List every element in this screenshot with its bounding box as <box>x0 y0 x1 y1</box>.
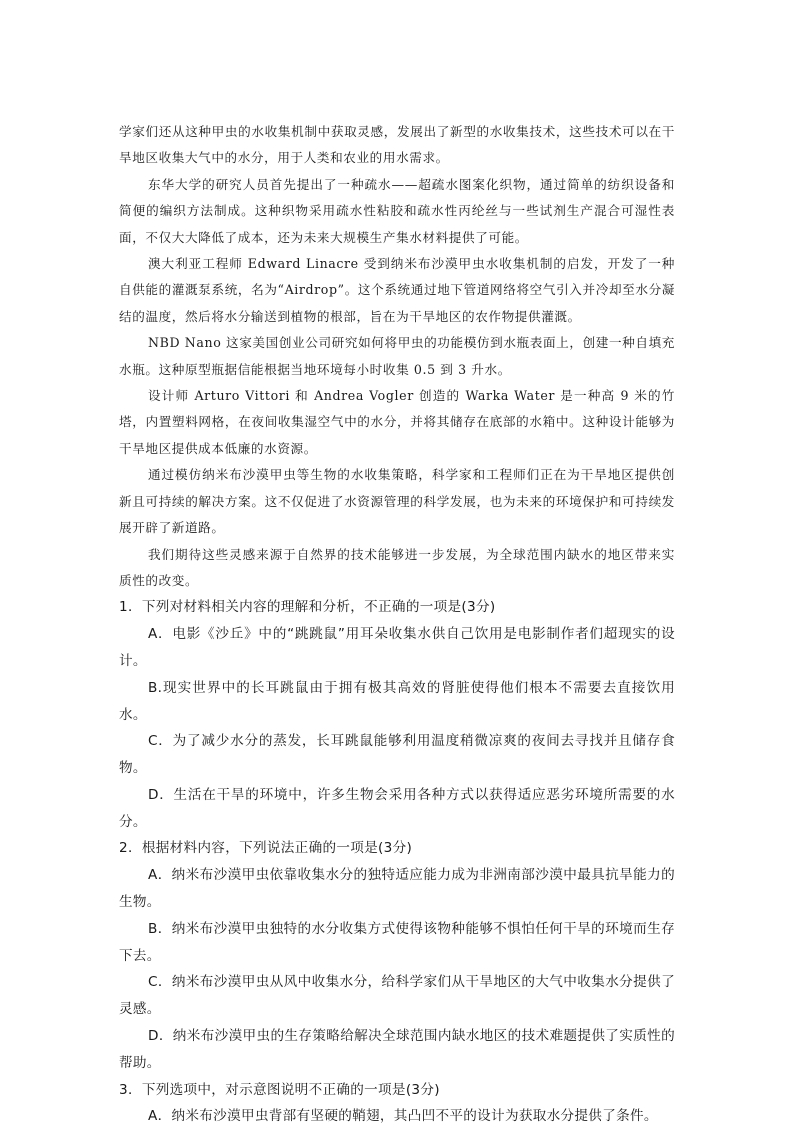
passage-paragraph-donghua-fabric: 东华大学的研究人员首先提出了一种疏水——超疏水图案化织物，通过简单的纺织设备和简便的编织方法制成。这种织物采用疏水性粘胶和疏水性丙纶丝与一些试剂生产混合可湿性表面，不仅大大降低了成本，还为未来大规模生产集水材料提供了可能。 <box>119 176 675 245</box>
option-d: D．纳米布沙漠甲虫的生存策略给解决全球范围内缺水地区的技术难题提供了实质性的帮助。 <box>119 1028 675 1071</box>
question-stem: 1．下列对材料相关内容的理解和分析，不正确的一项是(3分) <box>119 599 496 616</box>
question-3 <box>119 1077 675 1130</box>
passage-paragraph-nbd-nano: NBD Nano 这家美国创业公司研究如何将甲虫的功能模仿到水瓶表面上，创建一种自填充水瓶。这种原型瓶据信能根据当地环境每小时收集 0.5 到 3 升水。 <box>119 335 675 377</box>
option-a: A．纳米布沙漠甲虫依靠收集水分的独特适应能力成为非洲南部沙漠中最具抗旱能力的生物。 <box>119 867 675 911</box>
passage-paragraph-continued: 学家们还从这种甲虫的水收集机制中获取灵感，发展出了新型的水收集技术，这些技术可以在干旱地区收集大气中的水分，用于人类和农业的用水需求。 <box>119 124 675 166</box>
question-2 <box>119 835 675 1076</box>
passage-paragraph-airdrop: 澳大利亚工程师 Edward Linacre 受到纳米布沙漠甲虫水收集机制的启发，开发了一种自供能的灌溉泵系统，名为“Airdrop”。这个系统通过地下管道网络将空气引入并冷却至水分凝结的温度，然后将水分输送到植物的根部，旨在为干旱地区的农作物提供灌溉。 <box>119 256 675 324</box>
passage-paragraph-summary: 通过模仿纳米布沙漠甲虫等生物的水收集策略，科学家和工程师们正在为干旱地区提供创新且可持续的解决方案。这不仅促进了水资源管理的科学发展，也为未来的环境保护和可持续发展开辟了新道路。 <box>119 467 675 536</box>
option-c: C．纳米布沙漠甲虫从风中收集水分，给科学家们从干旱地区的大气中收集水分提供了灵感。 <box>119 974 675 1018</box>
page-content <box>119 119 675 1130</box>
question-stem: 2．根据材料内容，下列说法正确的一项是(3分) <box>119 840 413 857</box>
passage-paragraph-warka-water: 设计师 Arturo Vittori 和 Andrea Vogler 创造的 Warka Water 是一种高 9 米的竹塔，内置塑料网格，在夜间收集湿空气中的水分，并将其储存在底部的水箱中。这种设计能够为干旱地区提供成本低廉的水资源。 <box>119 388 675 456</box>
option-a: A．电影《沙丘》中的“跳跳鼠”用耳朵收集水供自己饮用是电影制作者们超现实的设计。 <box>119 626 675 669</box>
option-b: B.现实世界中的长耳跳鼠由于拥有极其高效的肾脏使得他们根本不需要去直接饮用水。 <box>119 679 675 723</box>
option-c: C．为了减少水分的蒸发，长耳跳鼠能够利用温度稍微凉爽的夜间去寻找并且储存食物。 <box>119 733 675 777</box>
question-1 <box>119 594 675 835</box>
option-b: B．纳米布沙漠甲虫独特的水分收集方式使得该物种能够不惧怕任何干旱的环境而生存下去。 <box>119 920 675 964</box>
question-stem: 3．下列选项中，对示意图说明不正确的一项是(3分) <box>119 1081 440 1098</box>
option-a: A．纳米布沙漠甲虫背部有坚硬的鞘翅，其凸凹不平的设计为获取水分提供了条件。 <box>148 1108 658 1125</box>
passage-paragraph-outlook: 我们期待这些灵感来源于自然界的技术能够进一步发展，为全球范围内缺水的地区带来实质性的改变。 <box>119 546 675 588</box>
option-d: D．生活在干旱的环境中，许多生物会采用各种方式以获得适应恶劣环境所需要的水分。 <box>119 786 675 830</box>
